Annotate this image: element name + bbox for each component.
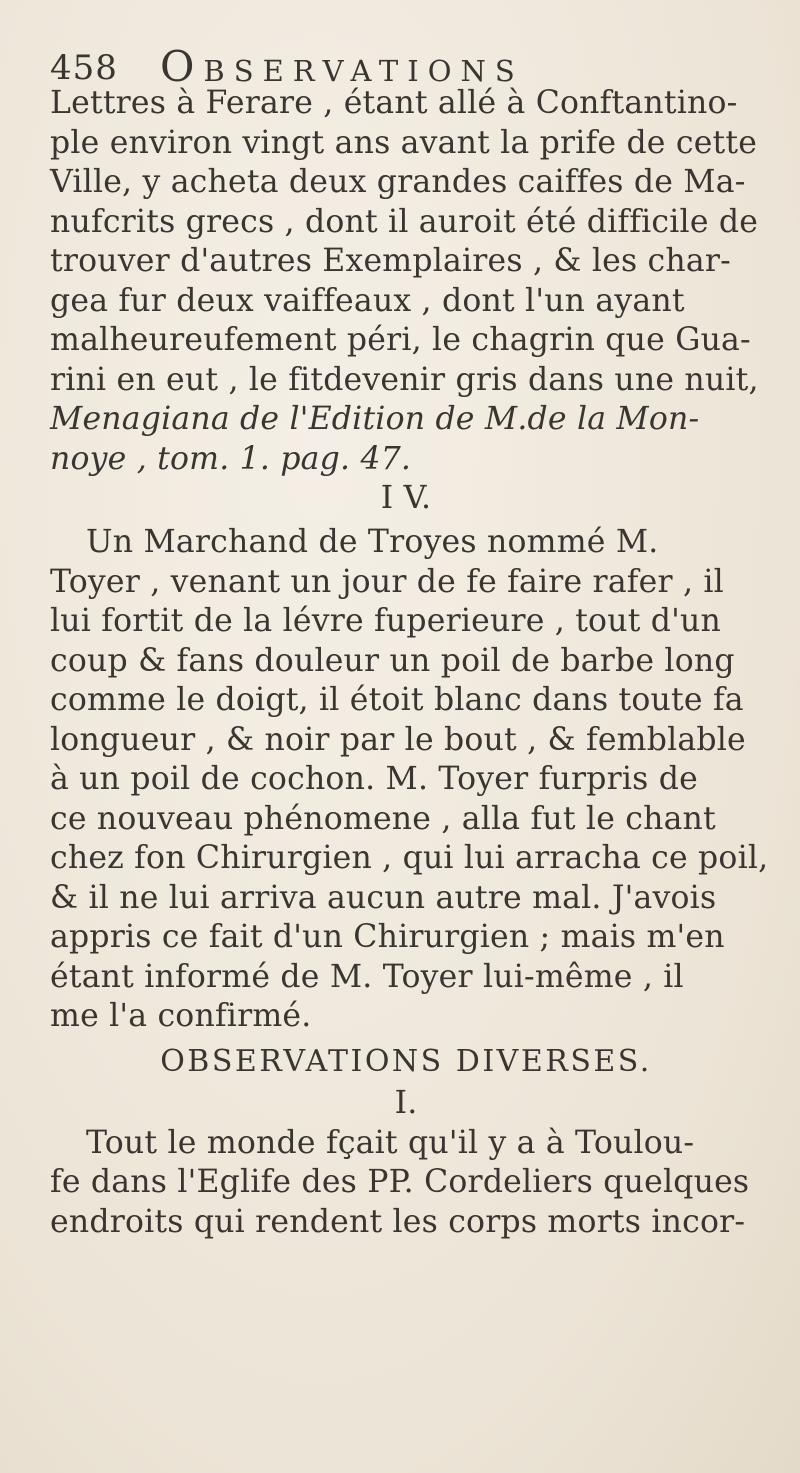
text-line: & il ne lui arriva aucun autre mal. J'avois [50, 879, 717, 916]
text-line: fe dans l'Eglife des PP. Cordeliers quelques [50, 1164, 750, 1200]
page-number: 458 [50, 48, 118, 88]
text-line: gea fur deux vaiffeaux , dont l'un ayant [50, 282, 685, 319]
text-line: rini en eut , le fitdevenir gris dans une nuit, [50, 361, 759, 398]
text-line: Ville, y acheta deux grandes caiffes de Ma- [50, 164, 746, 200]
text-line-first: Tout le monde fçait qu'il y a à Toulou- [86, 1124, 695, 1161]
text-line: ple environ vingt ans avant la prife de cette [50, 124, 758, 161]
text-line: chez fon Chirurgien , qui lui arracha ce poil, [50, 840, 769, 876]
text-line: Lettres à Ferare , étant allé à Conftantino- [50, 85, 738, 121]
citation-line: noye , tom. 1. pag. 47. [50, 440, 412, 477]
section-number: I V. [380, 480, 432, 516]
text-line: malheureufement péri, le chagrin que Gua- [50, 322, 751, 358]
text-line-first: Un Marchand de Troyes nommé M. [86, 524, 659, 560]
paragraph-toyer [50, 523, 769, 1037]
text-line: comme le doigt, il étoit blanc dans toute fa [50, 682, 744, 718]
text-line: lui fortit de la lévre fuperieure , tout d'un [50, 603, 721, 639]
section-number: I. [394, 1085, 418, 1121]
text-line: étant informé de M. Toyer lui-même , il [50, 958, 684, 995]
text-line: nufcrits grecs , dont il auroit été difficile de [50, 203, 759, 240]
running-title: Observations [160, 42, 524, 91]
section-observations-diverses [50, 1040, 762, 1242]
text-line: me l'a confirmé. [50, 998, 312, 1034]
text-line: coup & fans douleur un poil de barbe long [50, 642, 735, 679]
text-line: trouver d'autres Exemplaires , & les char- [50, 243, 731, 279]
text-line: appris ce fait d'un Chirurgien ; mais m'en [50, 919, 725, 955]
section-heading: OBSERVATIONS DIVERSES. [160, 1044, 652, 1079]
text-line: endroits qui rendent les corps morts incor- [50, 1203, 746, 1240]
page-header [50, 38, 750, 91]
text-line: Toyer , venant un jour de fe faire rafer , il [50, 563, 724, 600]
citation-line: Menagiana de l'Edition de M.de la Mon- [50, 401, 700, 437]
text-line: ce nouveau phénomene , alla fut le chant [50, 800, 716, 837]
paragraph-guarini [50, 84, 762, 519]
text-line: à un poil de cochon. M. Toyer furpris de [50, 761, 698, 797]
text-line: longueur , & noir par le bout , & femblable [50, 721, 746, 758]
